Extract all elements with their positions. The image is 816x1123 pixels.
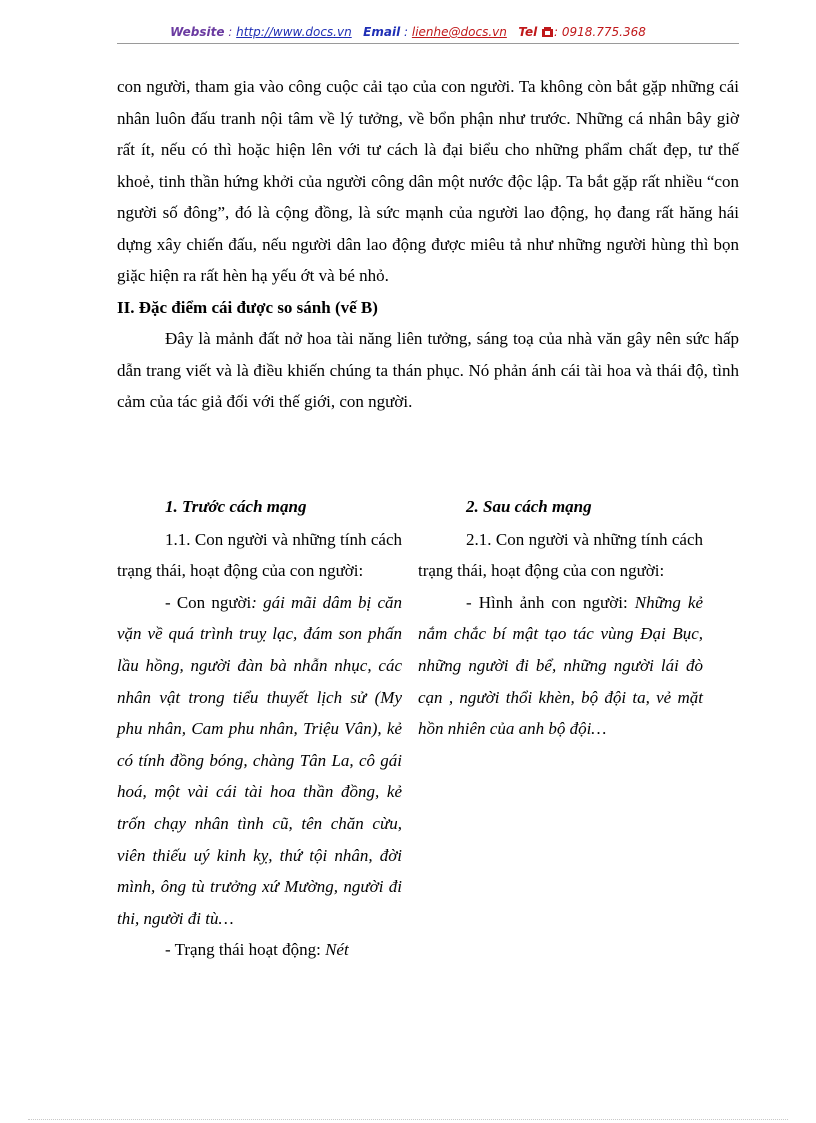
right-item-1-label: - Hình ảnh con người: xyxy=(466,592,628,612)
tel-value: : 0918.775.368 xyxy=(554,25,646,39)
right-item-1-text: Những kẻ nắm chắc bí mật tạo tác vùng Đại Bục, những người đi bể, những người lái đò cạn , người thổi khèn, bộ đội ta, vẻ mặt hồn nhiên của anh bộ đội… xyxy=(418,592,704,739)
footer-divider xyxy=(28,1119,788,1120)
phone-icon xyxy=(541,24,554,44)
left-item-1 xyxy=(117,587,402,935)
right-column xyxy=(418,491,703,745)
left-item-2-text: Nét xyxy=(325,940,349,960)
intro-paragraph: con người, tham gia vào công cuộc cải tạo của con người. Ta không còn bắt gặp những cái nhân luôn đấu tranh nội tâm về lý tưởng, về bổn phận như trước. Những cá nhân bây giờ rất ít, nếu có thì hoặc hiện lên với tư cách là đại biểu cho những phẩm chất đẹp, tư thế khoẻ, tinh thần hứng khởi của người công dân một nước độc lập. Ta bắt gặp rất nhiều “con người số đông”, đó là cộng đồng, là sức mạnh của người lao động, họ đang rất hăng hái dựng xây chiến đấu, nếu người dân lao động được miêu tả như những người hùng thì bọn giặc hiện ra rất hèn hạ yếu ớt và bé nhỏ. xyxy=(117,77,739,285)
header-divider xyxy=(117,43,739,44)
left-item-1-text: : gái mãi dâm bị căn vặn về quá trình truỵ lạc, đám son phấn lầu hồng, người đàn bà nhẫn nhục, các nhân vật trong tiểu thuyết lịch sử (My phu nhân, Cam phu nhân, Triệu Vân), kẻ có tính đồng bóng, chàng Tân La, cô gái hoá, một vài cái tài hoa thần đồng, kẻ trốn chạy nhân tình cũ, tên chăn cừu, viên thiếu uý kinh kỵ, thứ tội nhân, đời mình, ông tù trưởng xứ Mường, người đi thi, người đi tù… xyxy=(117,592,402,928)
section-paragraph: Đây là mảnh đất nở hoa tài năng liên tưởng, sáng toạ của nhà văn gây nên sức hấp dẫn trang viết và là điều khiến chúng ta thán phục. Nó phản ánh cái tài hoa và thái độ, tình cảm của tác giả đối với thế giới, con người. xyxy=(117,329,739,411)
header-separator: : xyxy=(224,25,237,39)
left-column-title: 1. Trước cách mạng xyxy=(165,497,307,516)
left-item-2-label: - Trạng thái hoạt động: xyxy=(165,940,321,960)
section-heading: II. Đặc điểm cái được so sánh (vế B) xyxy=(117,297,378,317)
tel-label: Tel xyxy=(518,25,538,39)
right-item-1 xyxy=(418,587,703,745)
website-link[interactable]: http://www.docs.vn xyxy=(236,25,352,39)
left-subhead: 1.1. Con người và những tính cách trạng thái, hoạt động của con người: xyxy=(117,529,402,581)
left-item-2 xyxy=(117,934,402,966)
website-label: Website xyxy=(170,25,225,39)
email-label: Email xyxy=(363,25,401,39)
document-body xyxy=(117,71,739,418)
left-item-1-label: - Con người xyxy=(165,592,252,612)
header-separator: : xyxy=(400,25,412,39)
email-link[interactable]: lienhe@docs.vn xyxy=(411,25,507,39)
right-subhead: 2.1. Con người và những tính cách trạng thái, hoạt động của con người: xyxy=(418,529,703,581)
page-header xyxy=(0,22,816,44)
right-column-title: 2. Sau cách mạng xyxy=(466,497,592,516)
left-column xyxy=(117,491,402,966)
